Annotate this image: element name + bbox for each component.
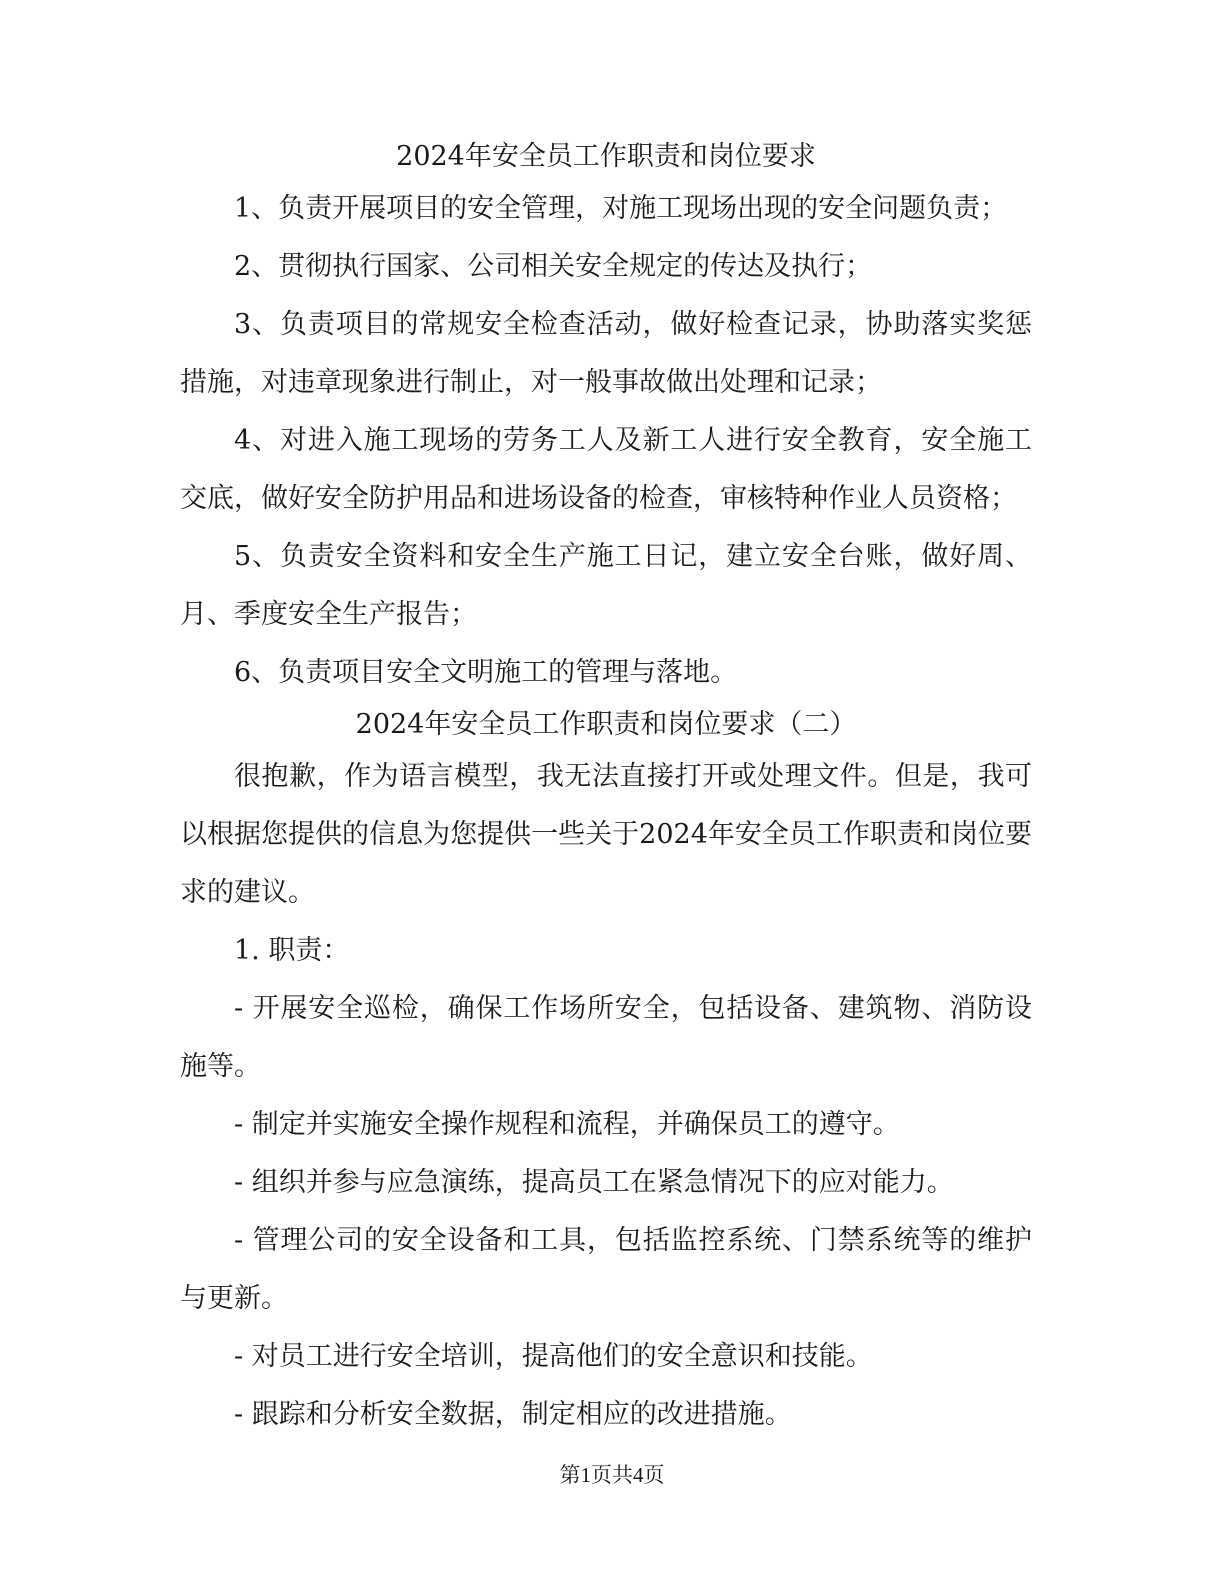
bullet-item-4: - 管理公司的安全设备和工具，包括监控系统、门禁系统等的维护与更新。 bbox=[180, 1225, 1032, 1314]
section-1-title: 2024年安全员工作职责和岗位要求 bbox=[396, 141, 816, 172]
page-number-footer: 第1页共4页 bbox=[559, 1463, 665, 1487]
bullet-item-2: - 制定并实施安全操作规程和流程，并确保员工的遵守。 bbox=[234, 1109, 900, 1140]
duty-item-2: 2、贯彻执行国家、公司相关安全规定的传达及执行； bbox=[234, 251, 873, 282]
bullet-item-1: - 开展安全巡检，确保工作场所安全，包括设备、建筑物、消防设施等。 bbox=[180, 993, 1032, 1082]
duty-item-4: 4、对进入施工现场的劳务工人及新工人进行安全教育，安全施工交底，做好安全防护用品和进场设备的检查，审核特种作业人员资格； bbox=[180, 425, 1032, 514]
duty-item-5: 5、负责安全资料和安全生产施工日记，建立安全台账，做好周、月、季度安全生产报告； bbox=[180, 541, 1032, 630]
bullet-item-5: - 对员工进行安全培训，提高他们的安全意识和技能。 bbox=[234, 1341, 873, 1372]
bullet-item-3: - 组织并参与应急演练，提高员工在紧急情况下的应对能力。 bbox=[234, 1167, 954, 1198]
intro-paragraph: 很抱歉，作为语言模型，我无法直接打开或处理文件。但是，我可以根据您提供的信息为您提供一些关于2024年安全员工作职责和岗位要求的建议。 bbox=[180, 761, 1032, 908]
bullet-item-6: - 跟踪和分析安全数据，制定相应的改进措施。 bbox=[234, 1399, 792, 1430]
duty-item-6: 6、负责项目安全文明施工的管理与落地。 bbox=[234, 657, 738, 688]
duty-item-1: 1、负责开展项目的安全管理，对施工现场出现的安全问题负责； bbox=[234, 193, 1008, 224]
document-body bbox=[180, 134, 1032, 1444]
duties-heading: 1. 职责： bbox=[234, 935, 350, 966]
duty-item-3: 3、负责项目的常规安全检查活动，做好检查记录，协助落实奖惩措施，对违章现象进行制止，对一般事故做出处理和记录； bbox=[180, 309, 1032, 398]
section-2-title: 2024年安全员工作职责和岗位要求（二） bbox=[355, 709, 857, 740]
